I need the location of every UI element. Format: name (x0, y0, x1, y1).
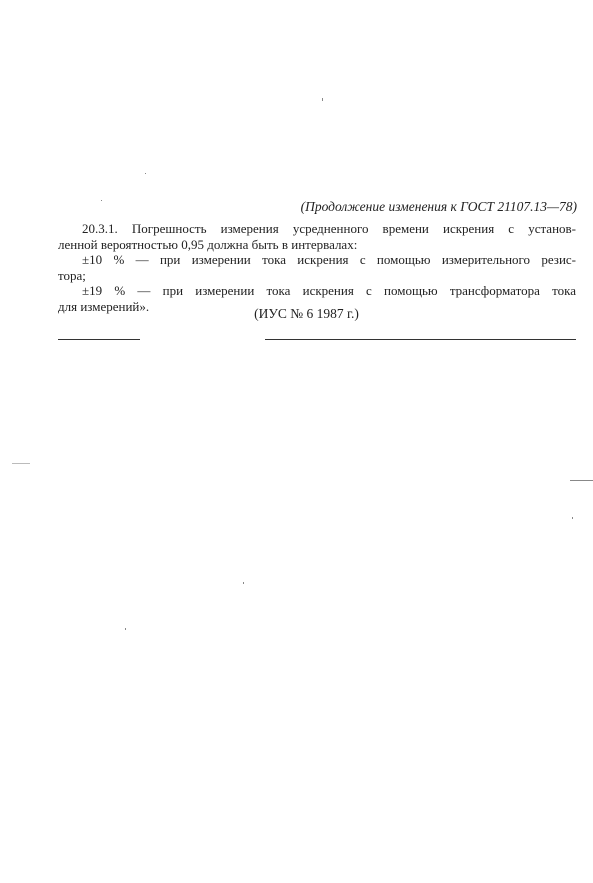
paragraph-line-3: ±10 % — при измерении тока искрения с помощью измерительного резис- (82, 252, 576, 267)
scan-speck (572, 517, 573, 519)
scan-speck (125, 628, 126, 630)
paragraph-line-2: ленной вероятностью 0,95 должна быть в интервалах: (58, 236, 358, 252)
divider-right (265, 339, 576, 340)
scan-speck (570, 480, 593, 481)
scan-speck (243, 582, 244, 584)
continuation-header: (Продолжение изменения к ГОСТ 21107.13—78) (300, 199, 577, 214)
paragraph-line-5: ±19 % — при измерении тока искрения с помощью трансформатора тока (82, 283, 576, 298)
divider-left (58, 339, 140, 340)
paragraph-line-1: 20.3.1. Погрешность измерения усредненного времени искрения с установ- (82, 221, 576, 236)
paragraph-line-6: для измерений». (58, 298, 150, 314)
scan-speck (101, 200, 102, 201)
scan-speck (12, 463, 30, 464)
source-reference: (ИУС № 6 1987 г.) (254, 306, 359, 321)
scan-speck (145, 173, 146, 174)
scan-speck (322, 98, 323, 101)
paragraph-line-4: тора; (58, 267, 86, 283)
